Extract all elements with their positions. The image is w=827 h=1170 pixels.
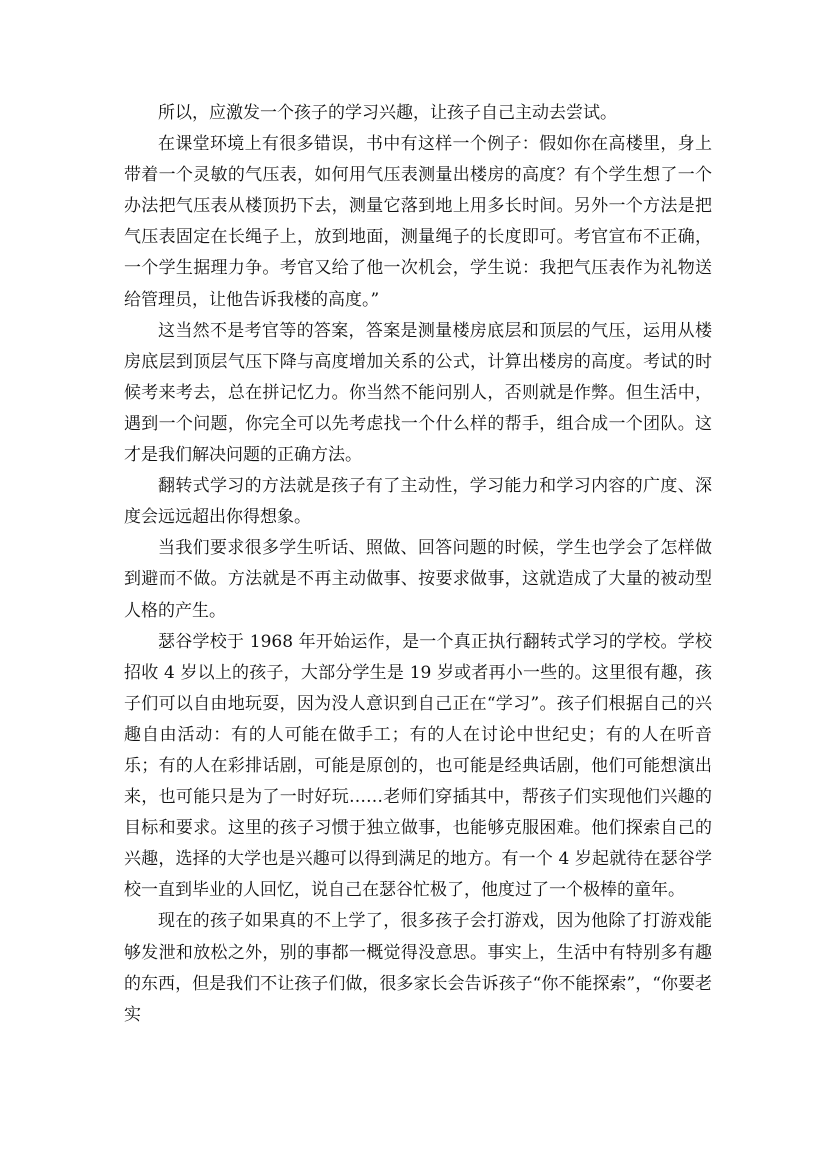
- body-text: [124, 98, 712, 1031]
- paragraph: 当我们要求很多学生听话、照做、回答问题的时候，学生也学会了怎样做到避而不做。方法就是不再主动做事、按要求做事，这就造成了大量的被动型人格的产生。: [124, 538, 712, 621]
- paragraph: 瑟谷学校于 1968 年开始运作，是一个真正执行翻转式学习的学校。学校招收 4 岁以上的孩子，大部分学生是 19 岁或者再小一些的。这里很有趣，孩子们可以自由地玩耍，因为没人意识到自己正在“学习”。孩子们根据自己的兴趣自由活动：有的人可能在做手工；有的人在讨论中世纪史；有的人在听音乐；有的人在彩排话剧，可能是原创的，也可能是经典话剧，他们可能想演出来，也可能只是为了一时好玩……老师们穿插其中，帮孩子们实现他们兴趣的目标和要求。这里的孩子习惯于独立做事，也能够克服困难。他们探索自己的兴趣，选择的大学也是兴趣可以得到满足的地方。有一个 4 岁起就待在瑟谷学校一直到毕业的人回忆，说自己在瑟谷忙极了，他度过了一个极棒的童年。: [124, 631, 712, 901]
- paragraph: 现在的孩子如果真的不上学了，很多孩子会打游戏，因为他除了打游戏能够发泄和放松之外，别的事都一概觉得没意思。事实上，生活中有特别多有趣的东西，但是我们不让孩子们做，很多家长会告诉孩子“你不能探索”，“你要老实: [124, 911, 712, 1025]
- paragraph: 所以，应激发一个孩子的学习兴趣，让孩子自己主动去尝试。: [158, 103, 617, 123]
- paragraph: 这当然不是考官等的答案，答案是测量楼房底层和顶层的气压，运用从楼房底层到顶层气压下降与高度增加关系的公式，计算出楼房的高度。考试的时候考来考去，总在拼记忆力。你当然不能问别人，否则就是作弊。但生活中，遇到一个问题，你完全可以先考虑找一个什么样的帮手，组合成一个团队。这才是我们解决问题的正确方法。: [124, 320, 712, 466]
- paragraph: 在课堂环境上有很多错误，书中有这样一个例子：假如你在高楼里，身上带着一个灵敏的气压表，如何用气压表测量出楼房的高度？有个学生想了一个办法把气压表从楼顶扔下去，测量它落到地上用多长时间。另外一个方法是把气压表固定在长绳子上，放到地面，测量绳子的长度即可。考官宣布不正确，一个学生据理力争。考官又给了他一次机会，学生说：我把气压表作为礼物送给管理员，让他告诉我楼的高度。”: [124, 134, 712, 310]
- paragraph: 翻转式学习的方法就是孩子有了主动性，学习能力和学习内容的广度、深度会远远超出你得想象。: [124, 476, 712, 528]
